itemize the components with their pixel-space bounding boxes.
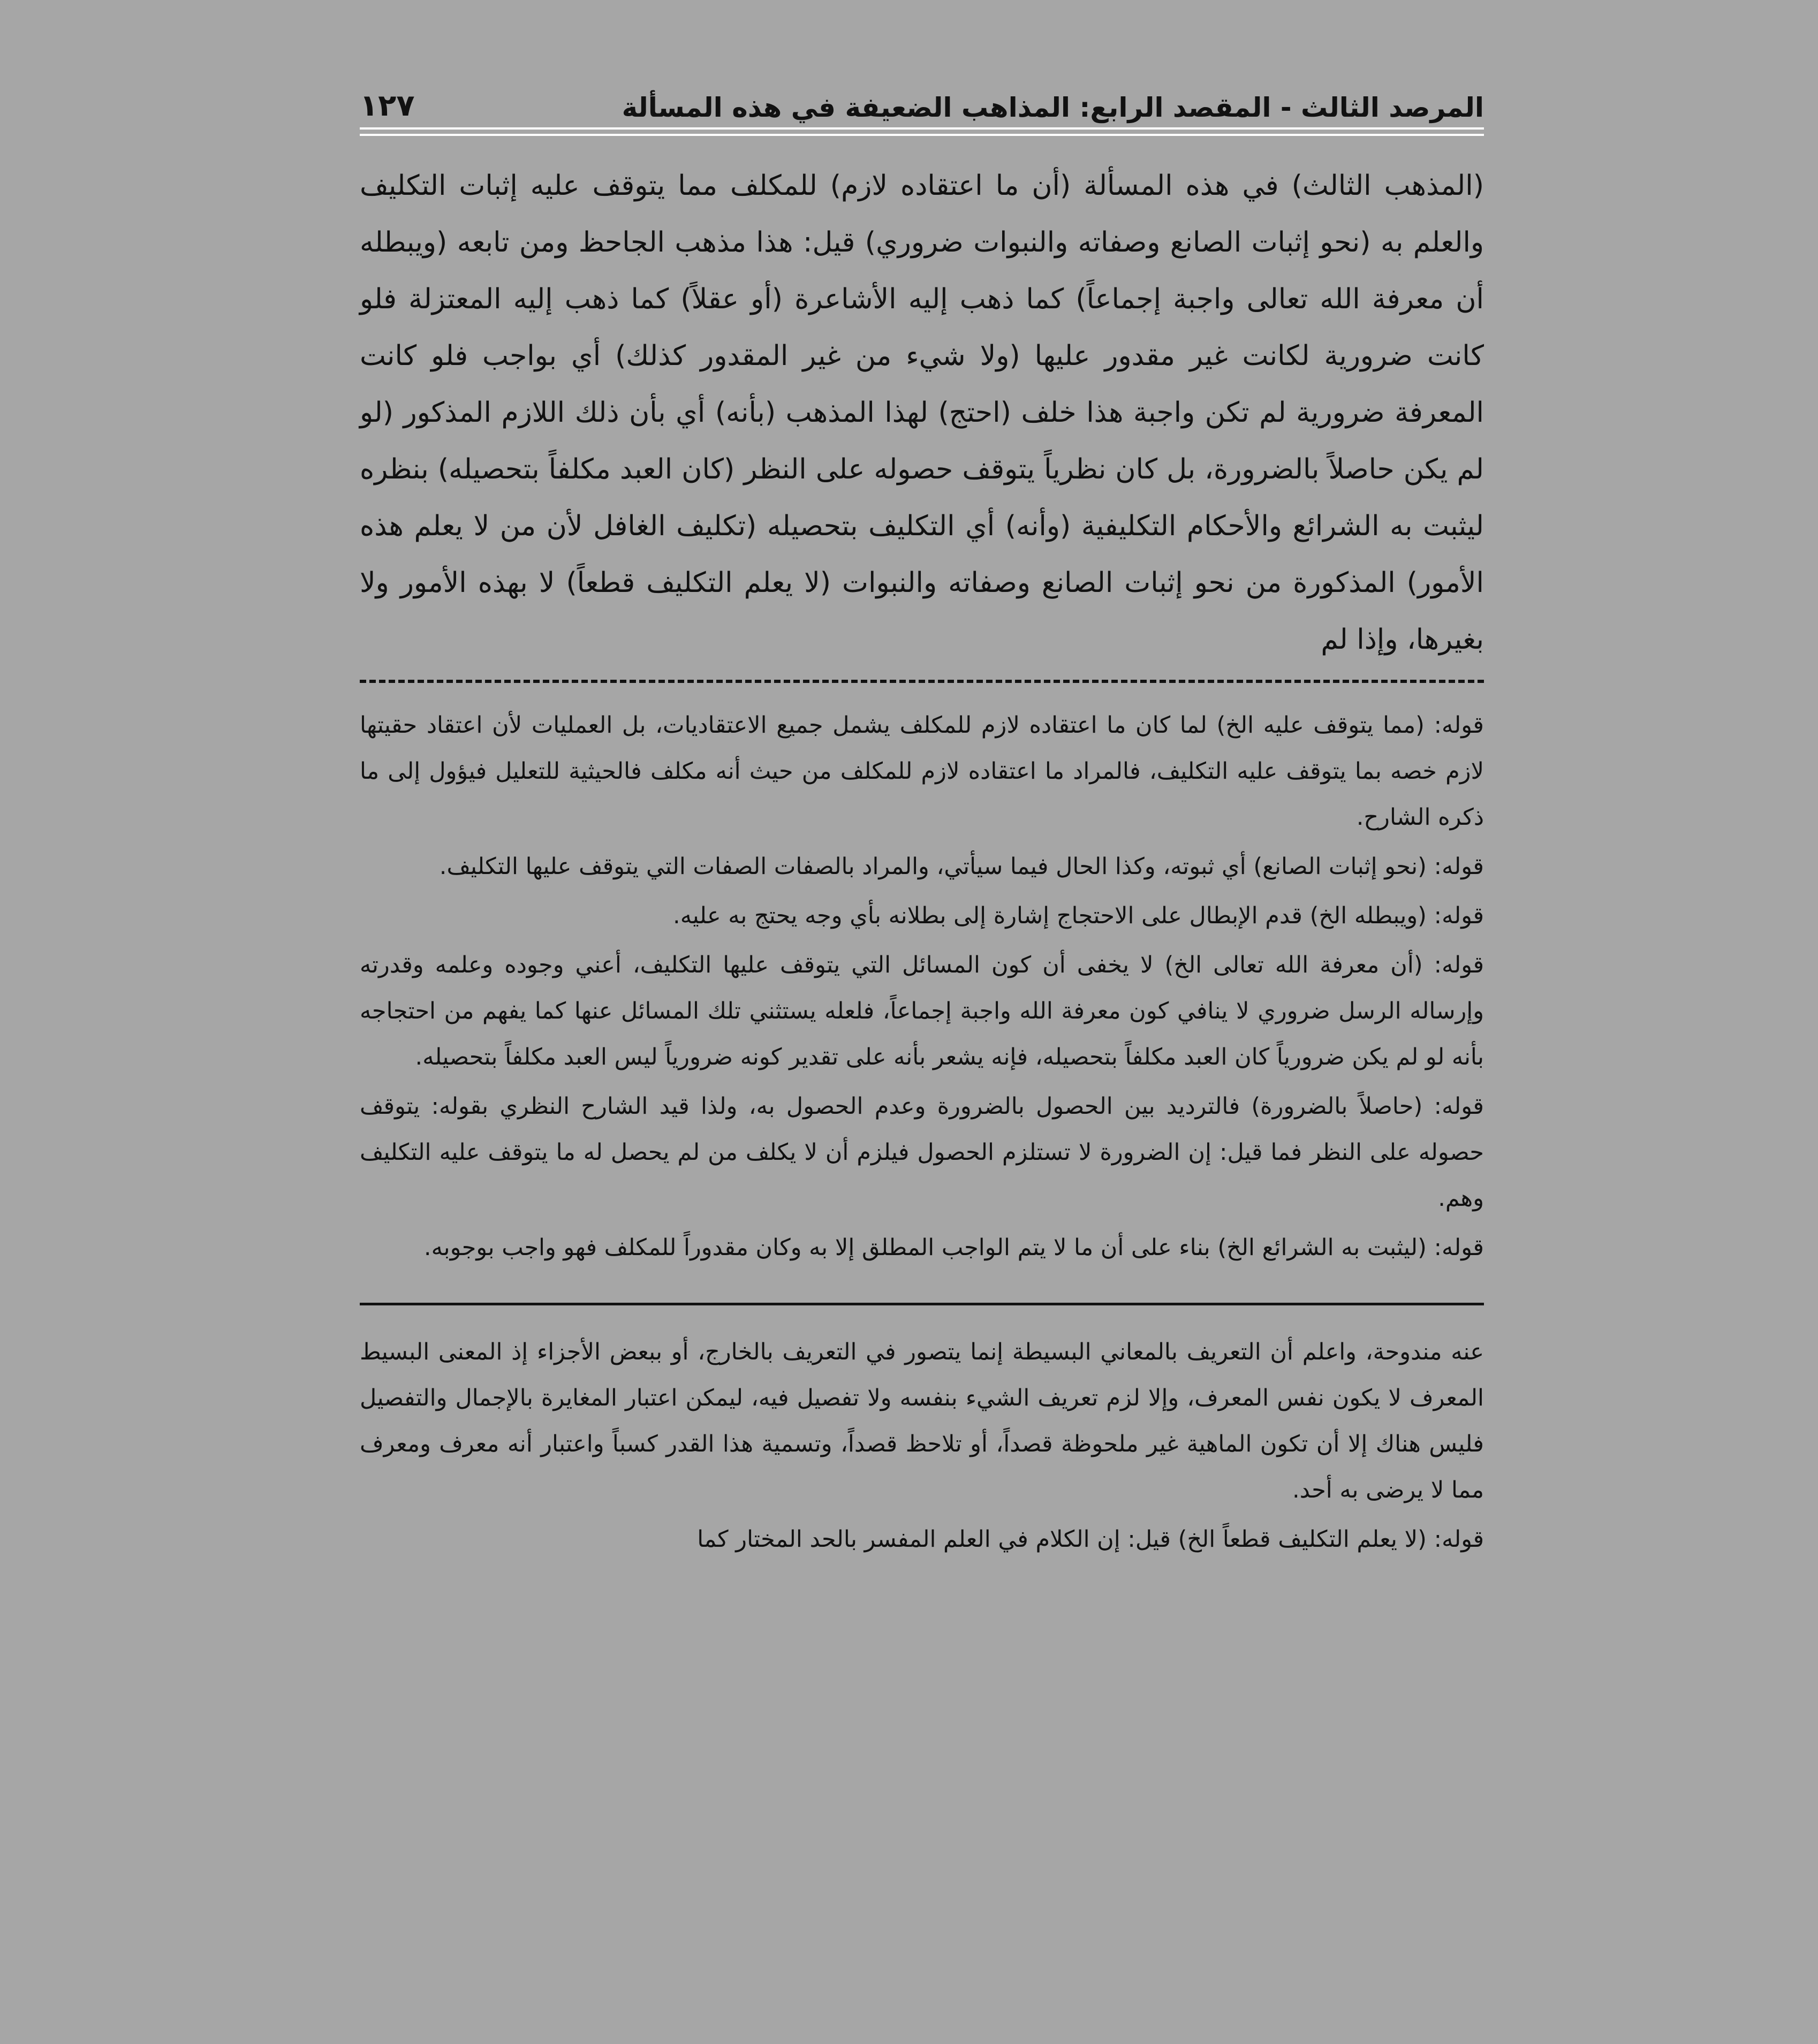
note-paragraph: قوله: (أن معرفة الله تعالى الخ) لا يخفى أن كون المسائل التي يتوقف عليها التكليف، أعني وجوده وعلمه وقدرته وإرساله الرسل ضروري لا ينافي كون معرفة الله واجبة إجماعاً، فلعله يستثني تلك المسائل عنها كما يفهم من احتجاجه بأنه لو لم يكن ضرورياً كان العبد مكلفاً بتحصيله، فإنه يشعر بأنه على تقدير كونه ضرورياً ليس العبد مكلفاً بتحصيله.	[360, 952, 1484, 1070]
note-paragraph: قوله: (مما يتوقف عليه الخ) لما كان ما اعتقاده لازم للمكلف يشمل جميع الاعتقاديات، بل العمليات لأن اعتقاد حقيتها لازم خصه بما يتوقف عليه التكليف، فالمراد ما اعتقاده لازم للمكلف من حيث أنه مكلف فالحيثية للتعليل فيؤول إلى ما ذكره الشارح.	[360, 712, 1484, 831]
footnote-paragraph: قوله: (لا يعلم التكليف قطعاً الخ) قيل: إن الكلام في العلم المفسر بالحد المختار كما	[697, 1526, 1484, 1553]
page-header	[360, 70, 1484, 123]
footnote-separator	[360, 1303, 1484, 1305]
footnote-paragraph: عنه مندوحة، واعلم أن التعريف بالمعاني البسيطة إنما يتصور في التعريف بالخارج، أو ببعض الأجزاء إذ المعنى البسيط المعرف لا يكون نفس المعرف، وإلا لزم تعريف الشيء بنفسه ولا تفصيل فيه، ليمكن اعتبار المغايرة بالإجمال والتفصيل فليس هناك إلا أن تكون الماهية غير ملحوظة قصداً، أو تلاحظ قصداً، وتسمية هذا القدر كسباً واعتبار أنه معرف ومعرف مما لا يرضى به أحد.	[360, 1339, 1484, 1503]
running-title: المرصد الثالث - المقصد الرابع: المذاهب الضعيفة في هذه المسألة	[622, 92, 1484, 123]
commentary-notes	[360, 702, 1484, 1271]
page-number: ١٢٧	[360, 88, 415, 123]
dashed-separator	[360, 680, 1484, 683]
note-paragraph: قوله: (نحو إثبات الصانع) أي ثبوته، وكذا الحال فيما سيأتي، والمراد بالصفات الصفات التي يتوقف عليها التكليف.	[439, 853, 1484, 880]
note-paragraph: قوله: (حاصلاً بالضرورة) فالترديد بين الحصول بالضرورة وعدم الحصول به، ولذا قيد الشارح النظري بقوله: يتوقف حصوله على النظر فما قيل: إن الضرورة لا تستلزم الحصول فيلزم أن لا يكلف من لم يحصل له ما يتوقف عليه التكليف وهم.	[360, 1093, 1484, 1212]
header-rule	[360, 127, 1484, 136]
footnotes	[360, 1329, 1484, 1562]
book-page	[360, 70, 1484, 1996]
note-paragraph: قوله: (ويبطله الخ) قدم الإبطال على الاحتجاج إشارة إلى بطلانه بأي وجه يحتج به عليه.	[673, 902, 1484, 929]
note-paragraph: قوله: (ليثبت به الشرائع الخ) بناء على أن ما لا يتم الواجب المطلق إلا به وكان مقدوراً للمكلف فهو واجب بوجوبه.	[423, 1234, 1484, 1261]
main-text: (المذهب الثالث) في هذه المسألة (أن ما اعتقاده لازم) للمكلف مما يتوقف عليه إثبات التكليف والعلم به (نحو إثبات الصانع وصفاته والنبوات ضروري) قيل: هذا مذهب الجاحظ ومن تابعه (ويبطله أن معرفة الله تعالى واجبة إجماعاً) كما ذهب إليه الأشاعرة (أو عقلاً) كما ذهب إليه المعتزلة فلو كانت ضرورية لكانت غير مقدور عليها (ولا شيء من غير المقدور كذلك) أي بواجب فلو كانت المعرفة ضرورية لم تكن واجبة هذا خلف (احتج) لهذا المذهب (بأنه) أي بأن ذلك اللازم المذكور (لو لم يكن حاصلاً بالضرورة، بل كان نظرياً يتوقف حصوله على النظر (كان العبد مكلفاً بتحصيله) بنظره ليثبت به الشرائع والأحكام التكليفية (وأنه) أي التكليف بتحصيله (تكليف الغافل لأن من لا يعلم هذه الأمور) المذكورة من نحو إثبات الصانع وصفاته والنبوات (لا يعلم التكليف قطعاً) لا بهذه الأمور ولا بغيرها، وإذا لم	[360, 170, 1484, 656]
